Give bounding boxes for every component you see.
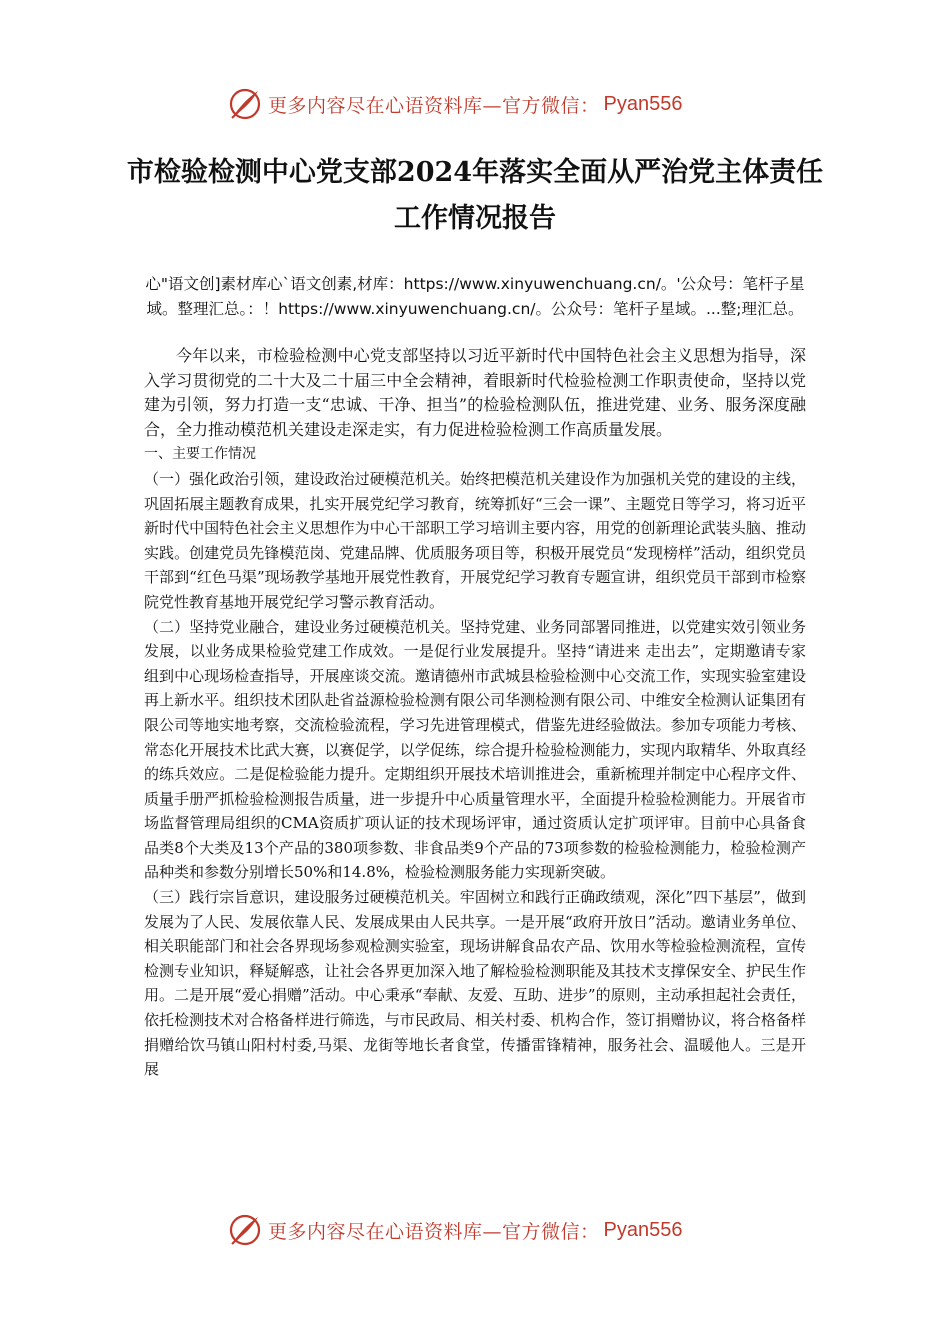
banner-wechat-id: Pyan556 — [603, 92, 683, 115]
document-title: 市检验检测中心党支部2024年落实全面从严治党主体责任工作情况报告 — [126, 157, 824, 234]
paragraph-business: （二）坚持党业融合，建设业务过硬模范机关。坚持党建、业务同部署同推进，以党建实效引领业务发展，以业务成果检验党建工作成效。一是促行业发展提升。坚持“请进来 走出去”，定期邀请专家组到中心现场检查指导，开展座谈交流。邀请德州市武城县检验检测中心交流工作，实现实验室建设再上新水平。组织技术团队赴省益源检验检测有限公司华测检测有限公司、中维安全检测认证集团有限公司等地实地考察，交流检验流程，学习先进管理模式，借鉴先进经验做法。参加专项能力考核、常态化开展技术比武大赛，以赛促学，以学促练，综合提升检验检测能力，实现内取精华、外取真经的练兵效应。二是促检验能力提升。定期组织开展技术培训推进会，重新梳理并制定中心程序文件、质量手册严抓检验检测报告质量，进一步提升中心质量管理水平，全面提升检验检测能力。开展省市场监督管理局组织的CMA资质扩项认证的技术现场评审，通过资质认定扩项评审。目前中心具备食品类8个大类及13个产品的380项参数、非食品类9个产品的73项参数的检验检测能力，检验检测产品种类和参数分别增长50%和14.8%，检验检测服务能力实现新突破。 — [144, 617, 806, 882]
header-banner — [228, 84, 748, 124]
banner-wechat-id: Pyan556 — [603, 1218, 683, 1241]
document-body — [144, 344, 806, 1082]
section-heading: 一、主要工作情况 — [144, 446, 256, 463]
intro-paragraph: 今年以来，市检验检测中心党支部坚持以习近平新时代中国特色社会主义思想为指导，深入学习贯彻党的二十大及二十届三中全会精神，着眼新时代检验检测工作职责使命，坚持以党建为引领，努力打造一支“忠诚、干净、担当”的检验检测队伍，推进党建、业务、服务深度融合，全力推动模范机关建设走深走实，有力促进检验检测工作高质量发展。 — [144, 346, 806, 439]
quill-logo-icon — [228, 87, 262, 121]
footer-banner — [228, 1210, 748, 1250]
banner-text: 更多内容尽在心语资料库—官方微信： — [268, 1220, 600, 1243]
paragraph-service: （三）践行宗旨意识，建设服务过硬模范机关。牢固树立和践行正确政绩观，深化”四下基层”，做到发展为了人民、发展依靠人民、发展成果由人民共享。一是开展“政府开放日”活动。邀请业务单位、相关职能部门和社会各界现场参观检测实验室，现场讲解食品农产品、饮用水等检验检测流程，宣传检测专业知识，释疑解惑，让社会各界更加深入地了解检验检测职能及其技术支撑保安全、护民生作用。二是开展“爱心捐赠”活动。中心秉承“奉献、友爱、互助、进步”的原则，主动承担起社会责任，依托检测技术对合格备样进行筛选，与市民政局、相关村委、机构合作，签订捐赠协议，将合格备样捐赠给饮马镇山阳村村委,马渠、龙街等地长者食堂，传播雷锋精神，服务社会、温暖他人。三是开展 — [144, 888, 806, 1079]
quill-logo-icon — [228, 1213, 262, 1247]
banner-text: 更多内容尽在心语资料库—官方微信： — [268, 94, 600, 117]
source-note: 心"语文创]素材库心`语文创素,材库：https://www.xinyuwenchuang.cn/。'公众号：笔杆子星域。整理汇总。：！https://www.xinyuwenchuang.cn/。公众号：笔杆子星域。...整;理汇总。 — [145, 275, 805, 318]
paragraph-political: （一）强化政治引领，建设政治过硬模范机关。始终把模范机关建设作为加强机关党的建设的主线，巩固拓展主题教育成果，扎实开展党纪学习教育，统筹抓好“三会一课”、主题党日等学习，将习近平新时代中国特色社会主义思想作为中心干部职工学习培训主要内容，用党的创新理论武装头脑、推动实践。创建党员先锋模范岗、党建品牌、优质服务项目等，积极开展党员“发现榜样”活动，组织党员干部到“红色马渠”现场教学基地开展党性教育，开展党纪学习教育专题宣讲，组织党员干部到市检察院党性教育基地开展党纪学习警示教育活动。 — [144, 469, 806, 611]
